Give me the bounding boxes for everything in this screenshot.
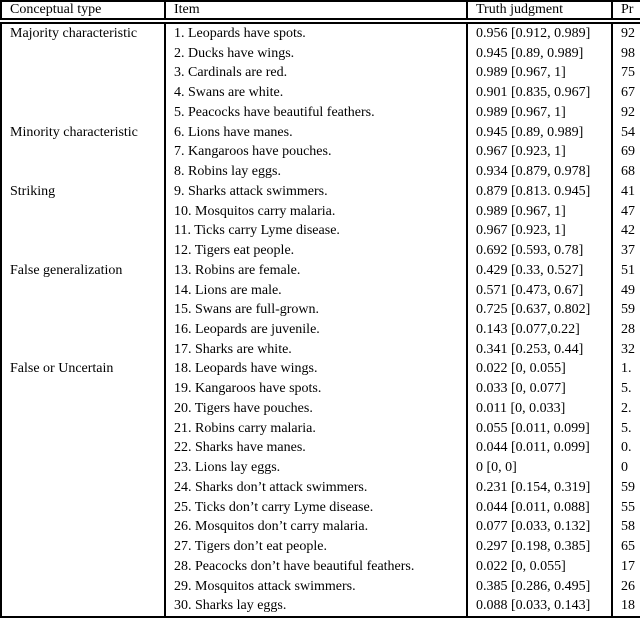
prevalence-cell: 98 bbox=[612, 44, 640, 64]
conceptual-type-cell bbox=[1, 44, 165, 64]
prevalence-cell: 92 bbox=[612, 21, 640, 44]
prevalence-cell: 69 bbox=[612, 142, 640, 162]
prevalence-cell: 65 bbox=[612, 537, 640, 557]
item-cell: 1. Leopards have spots. bbox=[165, 21, 467, 44]
item-cell: 13. Robins are female. bbox=[165, 261, 467, 281]
table-row bbox=[1, 44, 640, 64]
conceptual-type-cell bbox=[1, 142, 165, 162]
item-cell: 19. Kangaroos have spots. bbox=[165, 379, 467, 399]
conceptual-type-cell bbox=[1, 478, 165, 498]
prevalence-cell: 47 bbox=[612, 202, 640, 222]
item-cell: 8. Robins lay eggs. bbox=[165, 162, 467, 182]
table-row bbox=[1, 300, 640, 320]
truth-judgment-cell: 0.231 [0.154, 0.319] bbox=[467, 478, 612, 498]
table-row bbox=[1, 419, 640, 439]
conceptual-type-cell bbox=[1, 281, 165, 301]
conceptual-type-cell bbox=[1, 241, 165, 261]
conceptual-type-cell bbox=[1, 498, 165, 518]
conceptual-type-cell bbox=[1, 300, 165, 320]
prevalence-cell: 0. bbox=[612, 438, 640, 458]
prevalence-cell: 18 bbox=[612, 596, 640, 617]
item-cell: 15. Swans are full-grown. bbox=[165, 300, 467, 320]
truth-judgment-cell: 0.088 [0.033, 0.143] bbox=[467, 596, 612, 617]
conceptual-type-cell bbox=[1, 320, 165, 340]
item-cell: 18. Leopards have wings. bbox=[165, 359, 467, 379]
header-item: Item bbox=[165, 1, 467, 21]
item-cell: 2. Ducks have wings. bbox=[165, 44, 467, 64]
conceptual-type-cell bbox=[1, 577, 165, 597]
table-row bbox=[1, 142, 640, 162]
conceptual-type-cell bbox=[1, 162, 165, 182]
item-cell: 27. Tigers don’t eat people. bbox=[165, 537, 467, 557]
truth-judgment-cell: 0.022 [0, 0.055] bbox=[467, 359, 612, 379]
conceptual-type-cell bbox=[1, 596, 165, 617]
header-row bbox=[1, 1, 640, 21]
table-row bbox=[1, 359, 640, 379]
prevalence-cell: 2. bbox=[612, 399, 640, 419]
prevalence-cell: 41 bbox=[612, 182, 640, 202]
conceptual-type-cell bbox=[1, 537, 165, 557]
item-cell: 23. Lions lay eggs. bbox=[165, 458, 467, 478]
truth-judgment-cell: 0.571 [0.473, 0.67] bbox=[467, 281, 612, 301]
truth-judgment-cell: 0.989 [0.967, 1] bbox=[467, 103, 612, 123]
item-cell: 20. Tigers have pouches. bbox=[165, 399, 467, 419]
item-cell: 22. Sharks have manes. bbox=[165, 438, 467, 458]
truth-judgment-cell: 0.956 [0.912, 0.989] bbox=[467, 21, 612, 44]
conceptual-type-cell bbox=[1, 103, 165, 123]
truth-judgment-cell: 0.989 [0.967, 1] bbox=[467, 202, 612, 222]
conceptual-type-cell bbox=[1, 438, 165, 458]
item-cell: 7. Kangaroos have pouches. bbox=[165, 142, 467, 162]
table-row bbox=[1, 162, 640, 182]
prevalence-cell: 54 bbox=[612, 123, 640, 143]
item-cell: 11. Ticks carry Lyme disease. bbox=[165, 221, 467, 241]
truth-judgment-cell: 0.725 [0.637, 0.802] bbox=[467, 300, 612, 320]
truth-judgment-cell: 0.429 [0.33, 0.527] bbox=[467, 261, 612, 281]
table-row bbox=[1, 577, 640, 597]
prevalence-cell: 92 bbox=[612, 103, 640, 123]
prevalence-cell: 28 bbox=[612, 320, 640, 340]
conceptual-type-cell bbox=[1, 63, 165, 83]
truth-judgment-cell: 0 [0, 0] bbox=[467, 458, 612, 478]
truth-judgment-cell: 0.879 [0.813. 0.945] bbox=[467, 182, 612, 202]
conceptual-type-cell: Majority characteristic bbox=[1, 21, 165, 44]
item-cell: 5. Peacocks have beautiful feathers. bbox=[165, 103, 467, 123]
item-cell: 26. Mosquitos don’t carry malaria. bbox=[165, 517, 467, 537]
header-conceptual-type: Conceptual type bbox=[1, 1, 165, 21]
table-row bbox=[1, 498, 640, 518]
table-row bbox=[1, 596, 640, 617]
table-row bbox=[1, 63, 640, 83]
conceptual-type-cell bbox=[1, 399, 165, 419]
item-cell: 28. Peacocks don’t have beautiful feathers. bbox=[165, 557, 467, 577]
prevalence-cell: 5. bbox=[612, 379, 640, 399]
truth-judgment-cell: 0.011 [0, 0.033] bbox=[467, 399, 612, 419]
prevalence-cell: 68 bbox=[612, 162, 640, 182]
item-cell: 16. Leopards are juvenile. bbox=[165, 320, 467, 340]
prevalence-cell: 58 bbox=[612, 517, 640, 537]
truth-judgment-cell: 0.967 [0.923, 1] bbox=[467, 221, 612, 241]
conceptual-type-cell bbox=[1, 419, 165, 439]
truth-judgment-cell: 0.945 [0.89, 0.989] bbox=[467, 123, 612, 143]
conceptual-type-cell bbox=[1, 379, 165, 399]
conceptual-type-cell: False or Uncertain bbox=[1, 359, 165, 379]
table-row bbox=[1, 83, 640, 103]
table-row bbox=[1, 281, 640, 301]
conceptual-type-cell: Striking bbox=[1, 182, 165, 202]
item-cell: 3. Cardinals are red. bbox=[165, 63, 467, 83]
conceptual-type-cell bbox=[1, 202, 165, 222]
conceptual-type-cell bbox=[1, 83, 165, 103]
table-row bbox=[1, 517, 640, 537]
item-cell: 24. Sharks don’t attack swimmers. bbox=[165, 478, 467, 498]
item-cell: 12. Tigers eat people. bbox=[165, 241, 467, 261]
item-cell: 4. Swans are white. bbox=[165, 83, 467, 103]
table-row bbox=[1, 103, 640, 123]
table-row bbox=[1, 399, 640, 419]
table-row bbox=[1, 320, 640, 340]
table-row bbox=[1, 241, 640, 261]
table-row bbox=[1, 123, 640, 143]
truth-judgment-cell: 0.297 [0.198, 0.385] bbox=[467, 537, 612, 557]
prevalence-cell: 59 bbox=[612, 478, 640, 498]
item-cell: 30. Sharks lay eggs. bbox=[165, 596, 467, 617]
prevalence-cell: 1. bbox=[612, 359, 640, 379]
table-row bbox=[1, 221, 640, 241]
header-truth-judgment: Truth judgment bbox=[467, 1, 612, 21]
table-body bbox=[1, 21, 640, 617]
truth-judgment-cell: 0.967 [0.923, 1] bbox=[467, 142, 612, 162]
truth-judgment-cell: 0.077 [0.033, 0.132] bbox=[467, 517, 612, 537]
table-row bbox=[1, 379, 640, 399]
conceptual-type-cell: Minority characteristic bbox=[1, 123, 165, 143]
prevalence-cell: 32 bbox=[612, 340, 640, 360]
table-row bbox=[1, 202, 640, 222]
prevalence-cell: 55 bbox=[612, 498, 640, 518]
prevalence-cell: 17 bbox=[612, 557, 640, 577]
truth-judgment-cell: 0.044 [0.011, 0.088] bbox=[467, 498, 612, 518]
truth-judgment-cell: 0.341 [0.253, 0.44] bbox=[467, 340, 612, 360]
conceptual-type-cell bbox=[1, 458, 165, 478]
item-cell: 29. Mosquitos attack swimmers. bbox=[165, 577, 467, 597]
truth-judgment-cell: 0.055 [0.011, 0.099] bbox=[467, 419, 612, 439]
prevalence-cell: 26 bbox=[612, 577, 640, 597]
truth-judgment-cell: 0.692 [0.593, 0.78] bbox=[467, 241, 612, 261]
truth-judgment-cell: 0.901 [0.835, 0.967] bbox=[467, 83, 612, 103]
prevalence-cell: 49 bbox=[612, 281, 640, 301]
item-cell: 10. Mosquitos carry malaria. bbox=[165, 202, 467, 222]
prevalence-cell: 0 bbox=[612, 458, 640, 478]
table-row bbox=[1, 21, 640, 44]
truth-judgment-cell: 0.945 [0.89, 0.989] bbox=[467, 44, 612, 64]
prevalence-cell: 51 bbox=[612, 261, 640, 281]
conceptual-type-cell bbox=[1, 221, 165, 241]
table-row bbox=[1, 438, 640, 458]
item-cell: 14. Lions are male. bbox=[165, 281, 467, 301]
item-cell: 25. Ticks don’t carry Lyme disease. bbox=[165, 498, 467, 518]
table-row bbox=[1, 182, 640, 202]
prevalence-cell: 75 bbox=[612, 63, 640, 83]
truth-judgment-cell: 0.143 [0.077,0.22] bbox=[467, 320, 612, 340]
prevalence-cell: 5. bbox=[612, 419, 640, 439]
truth-judgment-cell: 0.934 [0.879, 0.978] bbox=[467, 162, 612, 182]
item-cell: 6. Lions have manes. bbox=[165, 123, 467, 143]
table-row bbox=[1, 478, 640, 498]
prevalence-cell: 59 bbox=[612, 300, 640, 320]
table-row bbox=[1, 557, 640, 577]
conceptual-type-cell bbox=[1, 517, 165, 537]
prevalence-cell: 37 bbox=[612, 241, 640, 261]
truth-judgment-cell: 0.044 [0.011, 0.099] bbox=[467, 438, 612, 458]
conceptual-type-cell bbox=[1, 340, 165, 360]
prevalence-cell: 42 bbox=[612, 221, 640, 241]
header-prevalence: Pr bbox=[612, 1, 640, 21]
item-cell: 21. Robins carry malaria. bbox=[165, 419, 467, 439]
item-cell: 9. Sharks attack swimmers. bbox=[165, 182, 467, 202]
truth-judgment-cell: 0.022 [0, 0.055] bbox=[467, 557, 612, 577]
item-cell: 17. Sharks are white. bbox=[165, 340, 467, 360]
table-row bbox=[1, 261, 640, 281]
table-row bbox=[1, 340, 640, 360]
conceptual-type-cell: False generalization bbox=[1, 261, 165, 281]
truth-judgment-cell: 0.033 [0, 0.077] bbox=[467, 379, 612, 399]
table-row bbox=[1, 537, 640, 557]
truth-judgment-cell: 0.385 [0.286, 0.495] bbox=[467, 577, 612, 597]
conceptual-type-cell bbox=[1, 557, 165, 577]
prevalence-cell: 67 bbox=[612, 83, 640, 103]
table-row bbox=[1, 458, 640, 478]
truth-judgment-cell: 0.989 [0.967, 1] bbox=[467, 63, 612, 83]
